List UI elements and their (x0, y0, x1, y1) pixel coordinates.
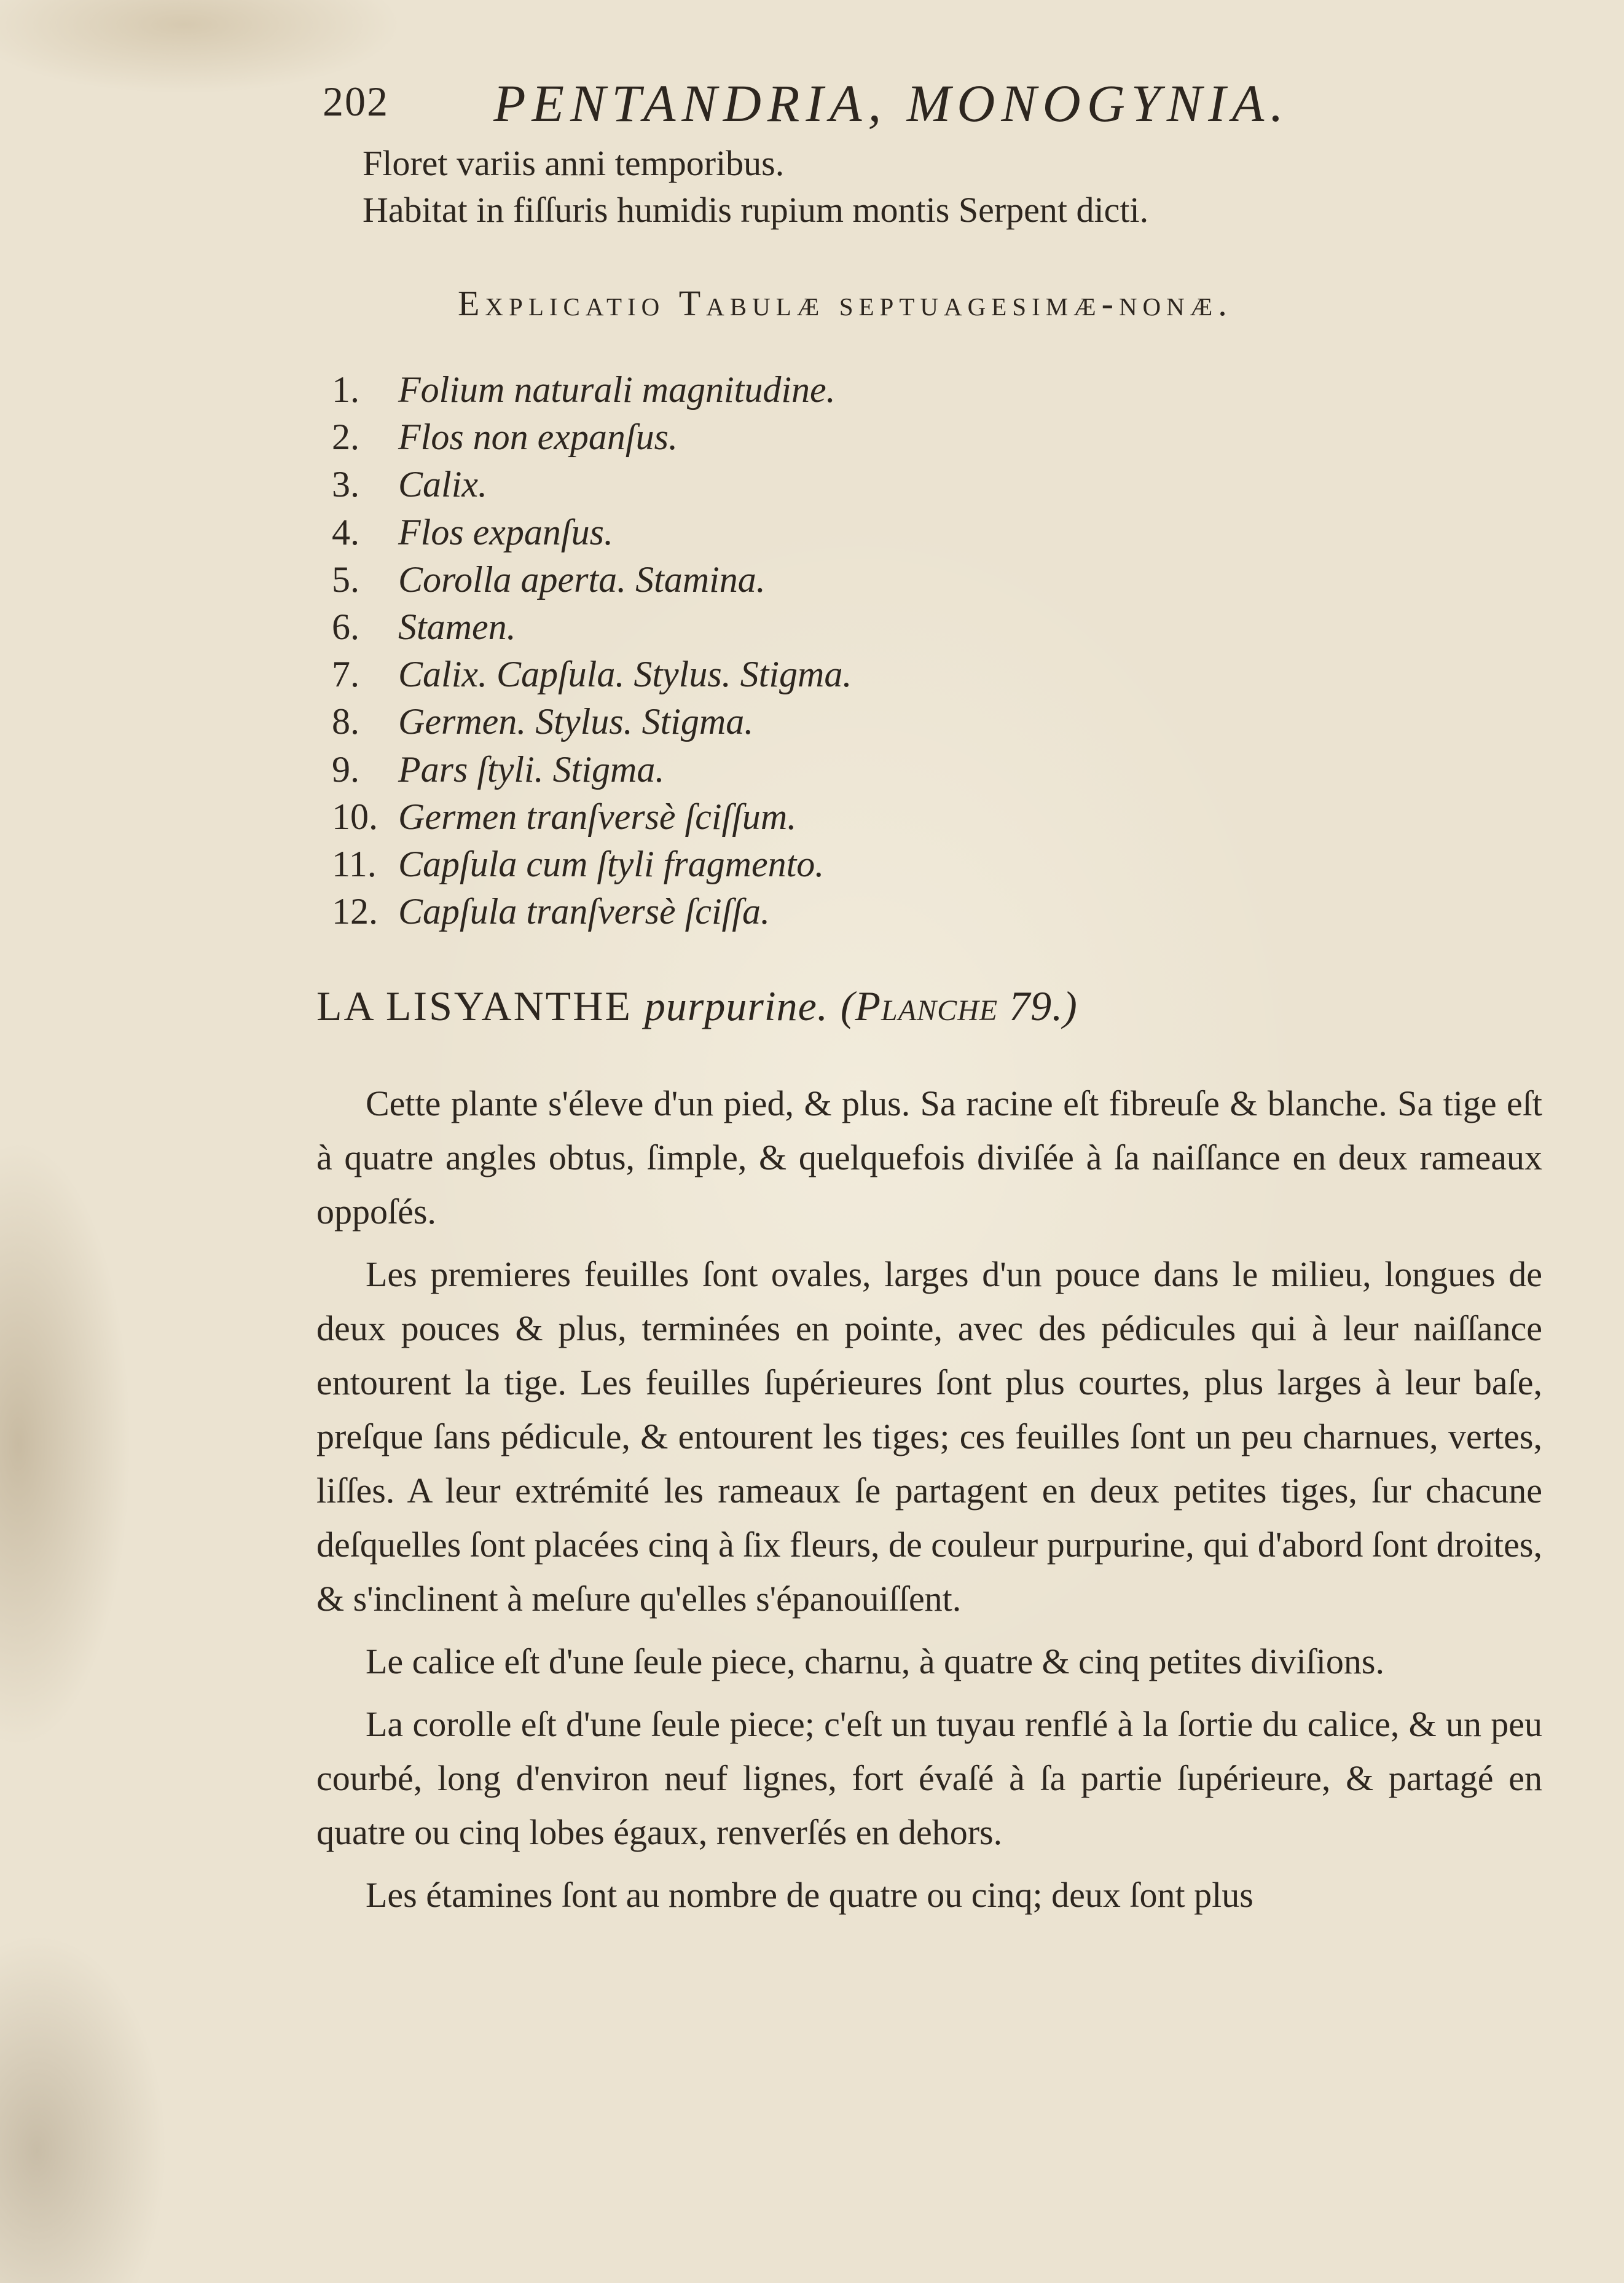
intro-lines (363, 140, 1148, 234)
paragraph: Les premieres feuilles ſont ovales, larges d'un pouce dans le milieu, longues de deux pouces & plus, terminées en pointe, avec des pédicules qui à leur naiſſance entourent la tige. Les feuilles ſupérieures ſont plus courtes, plus larges à leur baſe, preſque ſans pédicule, & entourent les tiges; ces feuilles ſont un peu charnues, vertes, liſſes. A leur extrémité les rameaux ſe partagent en deux petites tiges, ſur chacune deſquelles ſont placées cinq à ſix fleurs, de couleur purpurine, qui d'abord ſont droites, & s'inclinent à meſure qu'elles s'épanouiſſent. (316, 1254, 1542, 1619)
figure-number: 8. (332, 701, 359, 742)
plate-reference: (Planche 79.) (840, 983, 1078, 1029)
figure-item (332, 746, 852, 793)
paragraph: Les étamines ſont au nombre de quatre ou cinq; deux ſont plus (366, 1875, 1253, 1915)
page-header (323, 73, 1447, 140)
figure-number: 3. (332, 464, 359, 505)
figure-list (332, 366, 852, 935)
page-number: 202 (323, 78, 389, 125)
figure-item (332, 841, 852, 888)
species-name: LA LISYANTHE (316, 983, 632, 1029)
figure-caption: Folium naturali magnitudine. (398, 369, 836, 410)
figure-item (332, 651, 852, 698)
figure-item (332, 888, 852, 935)
figure-caption: Capſula cum ſtyli fragmento. (398, 844, 825, 885)
explicatio-heading: Explicatio Tabulæ septuagesimæ-nonæ. (458, 283, 1233, 323)
figure-number: 12. (332, 891, 378, 932)
figure-caption: Pars ſtyli. Stigma. (398, 749, 665, 790)
figure-caption: Calix. (398, 464, 487, 505)
figure-item (332, 414, 852, 461)
figure-number: 4. (332, 511, 359, 552)
figure-caption: Capſula tranſversè ſciſſa. (398, 891, 770, 932)
figure-caption: Stamen. (398, 607, 516, 648)
intro-line: Floret variis anni temporibus. (363, 143, 785, 183)
figure-number: 2. (332, 417, 359, 458)
paragraph: Le calice eſt d'une ſeule piece, charnu, à quatre & cinq petites diviſions. (366, 1641, 1384, 1681)
figure-item (332, 603, 852, 651)
figure-caption: Germen. Stylus. Stigma. (398, 701, 754, 742)
figure-item (332, 793, 852, 841)
paragraph: La corolle eſt d'une ſeule piece; c'eſt un tuyau renflé à la ſortie du calice, & un peu courbé, long d'environ neuf lignes, fort évaſé à ſa partie ſupérieure, & partagé en quatre ou cinq lobes égaux, renverſés en dehors. (316, 1704, 1542, 1852)
figure-caption: Corolla aperta. Stamina. (398, 559, 766, 600)
figure-number: 7. (332, 654, 359, 695)
figure-item (332, 698, 852, 745)
figure-number: 11. (332, 844, 377, 885)
figure-number: 1. (332, 369, 359, 410)
figure-caption: Calix. Capſula. Stylus. Stigma. (398, 654, 852, 695)
section-title (316, 982, 1078, 1031)
figure-caption: Flos expanſus. (398, 511, 613, 552)
figure-caption: Germen tranſversè ſciſſum. (398, 796, 797, 837)
figure-number: 5. (332, 559, 359, 600)
figure-item (332, 461, 852, 508)
figure-number: 9. (332, 749, 359, 790)
paragraph: Cette plante s'éleve d'un pied, & plus. Sa racine eſt fibreuſe & blanche. Sa tige eſt à quatre angles obtus, ſimple, & quelquefois diviſée à ſa naiſſance en deux rameaux oppoſés. (316, 1083, 1542, 1232)
figure-number: 10. (332, 796, 378, 837)
figure-item (332, 366, 852, 414)
figure-number: 6. (332, 607, 359, 648)
running-head: PENTANDRIA, MONOGYNIA. (493, 74, 1290, 133)
figure-item (332, 509, 852, 556)
description-text (316, 1077, 1542, 1931)
figure-item (332, 556, 852, 603)
species-epithet: purpurine. (644, 983, 828, 1029)
figure-caption: Flos non expanſus. (398, 417, 678, 458)
intro-line: Habitat in fiſſuris humidis rupium montis Serpent dicti. (363, 190, 1149, 230)
